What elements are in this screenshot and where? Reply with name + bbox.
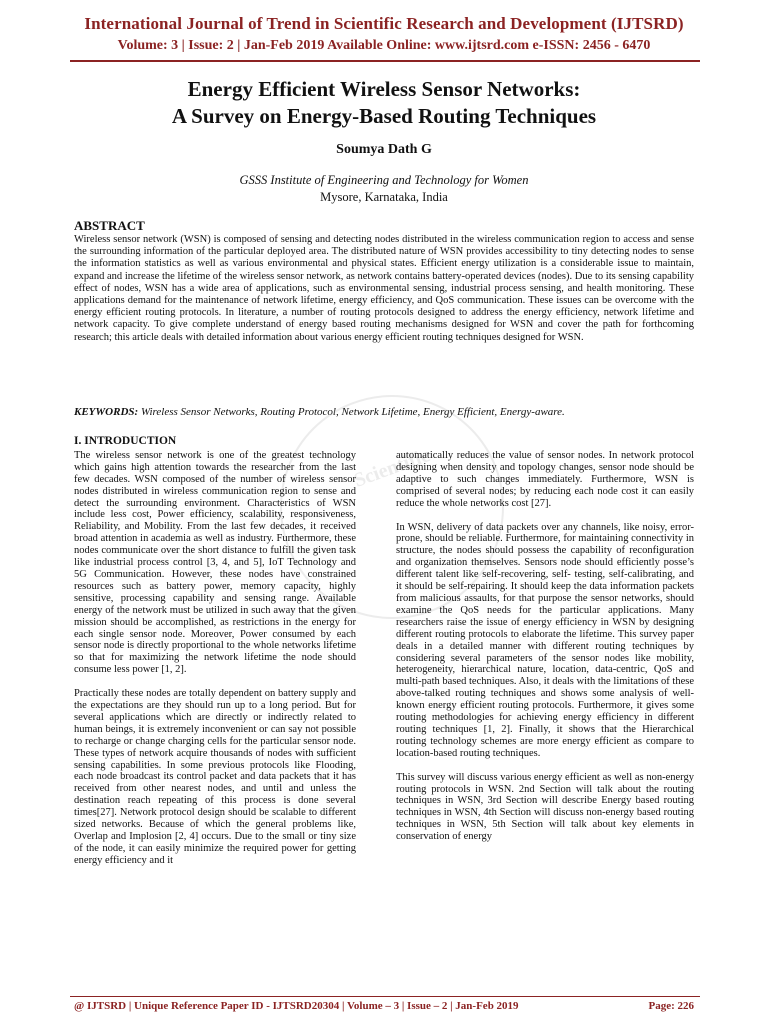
author-name: Soumya Dath G xyxy=(336,142,432,157)
watermark-text: Scientific xyxy=(351,444,433,492)
keywords-label: KEYWORDS: xyxy=(74,406,139,418)
paper-title xyxy=(40,76,728,130)
right-column xyxy=(396,450,694,855)
paragraph: Practically these nodes are totally dependent on battery supply and the expectations are they should run up to a long period. But for several applications which are directly or indirectly related to human beings, it is extremely inconvenient or can say not possible to recharge or change charging cells for the particular sensor node. These types of network acquire thousands of nodes with sufficient sensing capabilities. In some previous protocols like Flooding, each node broadcast its control packet and data packets that it has received from other nearest nodes, and until and unless the destination reach repeating of this process is done several times[27]. Network protocol design should be scalable to different sized networks. Because of which the general problems like, Overlap and Implosion [2, 4] occurs. Due to the small or tiny size of the node, it can easily minimize the required power for getting energy efficiency and it xyxy=(74,688,356,866)
paragraph: The wireless sensor network is one of the greatest technology which gains high attention towards the researcher from the last few decades. WSN composed of the number of wireless sensor nodes distributed in wireless communication region to sense and detect the surrounding environment. Characteristics of WSN include less cost, Power efficiency, scalability, responsiveness, Reliability, and Mobility. From the last few decades, it received broad attention in academia as well as industry. Furthermore, these nodes communicate over the short distance to fulfill the given task like industrial process control [3, 4, and 5], IoT Technology and 5G Communication. However, these nodes have constrained resources such as battery power, memory capacity, highly sensitive, processing capability and sensing range. Available energy of the network must be utilized in such away that the given mission should be accomplished, as restrictions in the energy for each single sensor node. Moreover, Power consumed by each sensor node is directly proportional to the whole networks lifetime so that for maximizing the network lifetime the node should consume less power [1, 2]. xyxy=(74,449,356,676)
affiliation-location: Mysore, Karnataka, India xyxy=(320,190,448,204)
footer-rule xyxy=(70,996,700,997)
journal-name: International Journal of Trend in Scientific Research and Development (IJTSRD) xyxy=(84,14,684,33)
title-line-1: Energy Efficient Wireless Sensor Networks: xyxy=(187,77,581,101)
keywords-text: Wireless Sensor Networks, Routing Protocol, Network Lifetime, Energy Efficient, Energy-aware. xyxy=(138,406,565,418)
left-column xyxy=(74,436,356,879)
paragraph: This survey will discuss various energy efficient as well as non-energy routing protocols in WSN. 2nd Section will talk about the routing techniques in WSN, 3rd Section will describe Energy based routing techniques in WSN, 4th Section will discuss non-energy based routing techniques in WSN, 5th Section will talk about key elements in conservation of energy xyxy=(396,771,694,843)
keywords xyxy=(74,406,694,418)
footer-reference: @ IJTSRD | Unique Reference Paper ID - IJTSRD20304 | Volume – 3 | Issue – 2 | Jan-Feb 2019 xyxy=(74,1000,519,1012)
paragraph: automatically reduces the value of sensor nodes. In network protocol designing when density and topology changes, sensor node should be adaptive to such changes immediately. Furthermore, WSN is comprised of several nodes; by reducing each node cost it can easily reduce the whole networks cost [27]. xyxy=(396,450,694,509)
affiliation-institute: GSSS Institute of Engineering and Technology for Women xyxy=(239,173,529,187)
affiliation xyxy=(0,172,768,206)
section-heading-introduction: I. INTRODUCTION xyxy=(74,435,177,447)
page-footer xyxy=(74,1000,694,1012)
paragraph: In WSN, delivery of data packets over any channels, like noisy, error-prone, should be reliable. Furthermore, for maintaining connectivity in structure, the nodes should possess the capability of reconfiguration and organization themselves. Sensors node should efficiently posse’s different talent like self-recovering, self- testing, self-calibrating, and it should be self-repairing. It should keep the data information packets from malicious assaults, for that purpose the sensor networks, should examine the QoS needs for the particular applications. Many researchers raise the issue of energy efficiency in WSN by designing different routing protocols to elaborate the lifetime. This survey paper deals in a detailed manner with different routing techniques by considering several parameters of the sensor nodes like mobility, heterogeneity, hierarchical nature, location, data-centric, QoS and multi-path based techniques. Also, it deals with the limitations of these above-talked routing techniques and shows some analysis of well-known energy efficient routing protocols. Furthermore, it gives some routing methodologies for achieving energy efficiency in different routing techniques [1, 2]. Finally, it shows that the Hierarchical routing technology schemes are more energy efficient as compare to location-based routing techniques. xyxy=(396,521,694,759)
page-number: Page: 226 xyxy=(648,1000,694,1012)
abstract-heading: ABSTRACT xyxy=(74,218,145,233)
header-rule xyxy=(70,60,700,62)
volume-line: Volume: 3 | Issue: 2 | Jan-Feb 2019 Available Online: www.ijtsrd.com e-ISSN: 2456 - 6470 xyxy=(117,38,651,53)
abstract-text: Wireless sensor network (WSN) is composed of sensing and detecting nodes distributed in the wireless communication region to access and sense the surrounding information of the particular deployed area. The distributed nature of WSN provides accessibility to tiny detecting nodes to sense the information statistics as well as various environmental and physical states. Efficient energy utilization is a considerable issue to maintain, expand and increase the lifetime of the wireless sensor network, as network contains battery-operated devices (nodes). Due to its sensing capability effect of nodes, WSN has a wide area of applications, such as environmental sensing, industrial process sensing, and health monitoring. These applications demand for the maintenance of network lifetime, energy efficiency, and QoS communication. These issues can be overcome with the energy efficient routing protocols. In literature, a number of routing protocols designed to address the energy efficiency, network lifetime and network capacity. To give complete understand of energy based routing mechanisms designed for WSN and cover the path for forthcoming research; this article deals with detailed information about various energy efficient routing techniques designed for WSN. xyxy=(74,234,694,343)
title-line-2: A Survey on Energy-Based Routing Techniques xyxy=(171,104,597,128)
